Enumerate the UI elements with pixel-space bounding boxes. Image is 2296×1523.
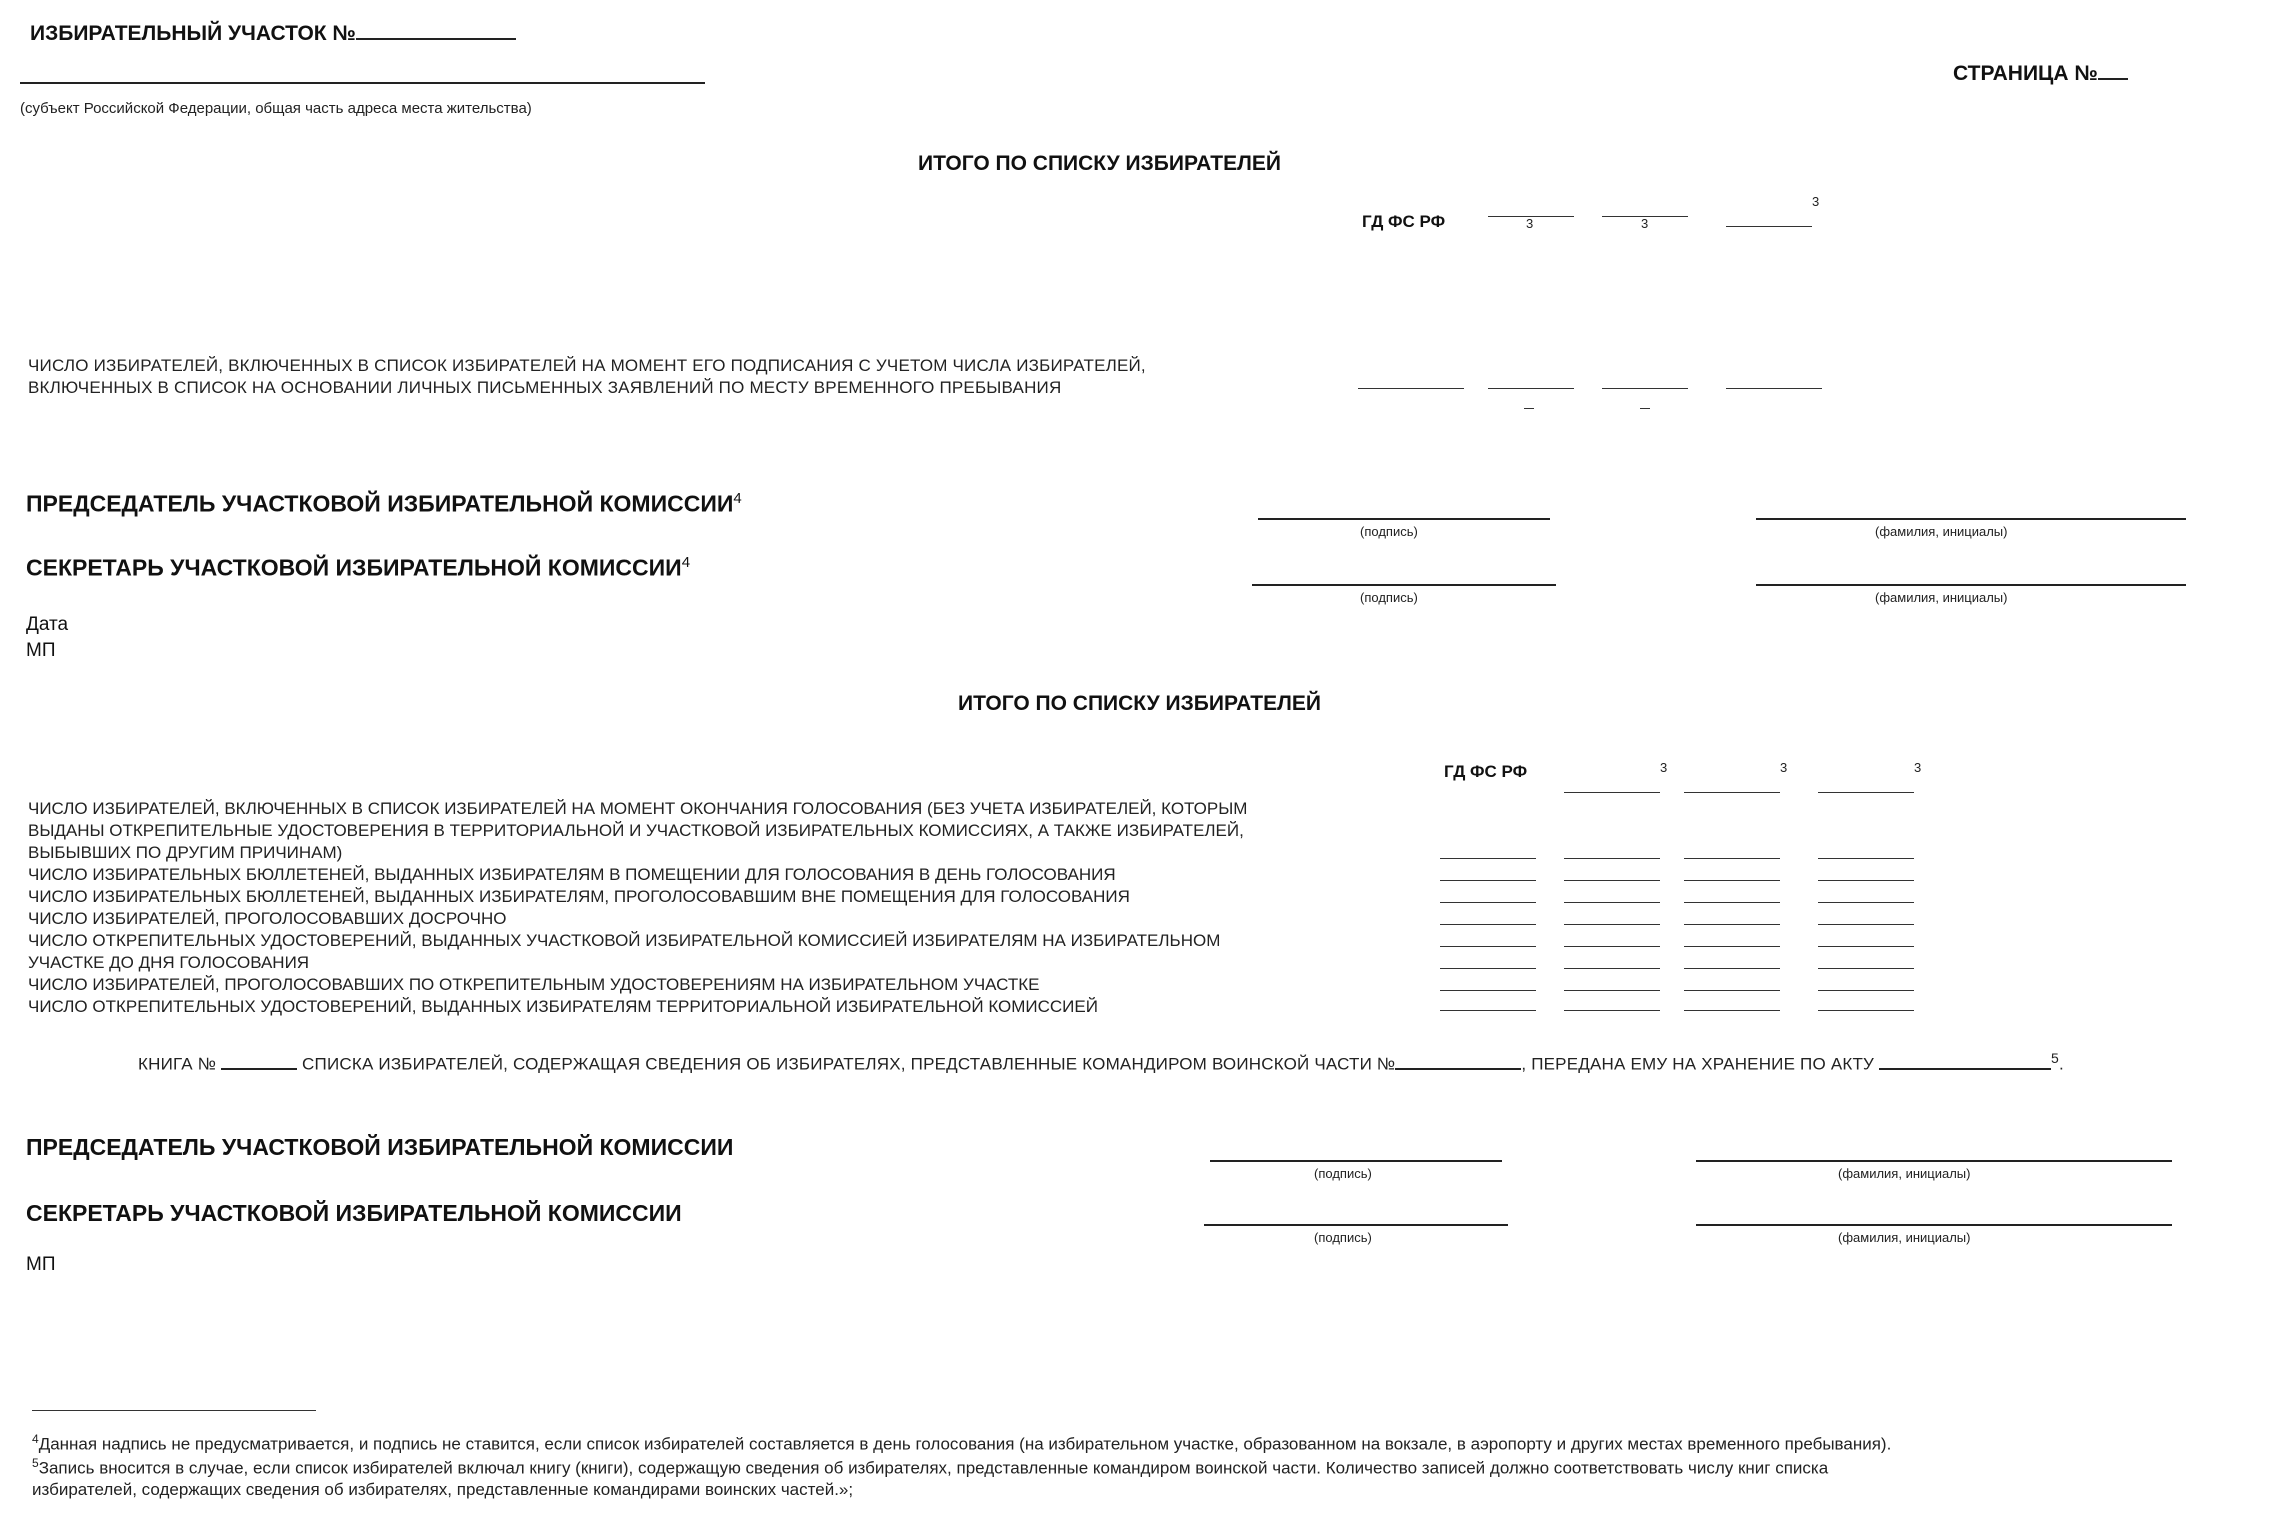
section1-row-text-1: ЧИСЛО ИЗБИРАТЕЛЕЙ, ВКЛЮЧЕННЫХ В СПИСОК ИЗБИРАТЕЛЕЙ НА МОМЕНТ ЕГО ПОДПИСАНИЯ С УЧЕТОМ ЧИСЛА ИЗБИРАТЕЛЕЙ,	[28, 356, 1146, 375]
chairman-name-line-1[interactable]	[1756, 518, 2186, 520]
address-caption: (субъект Российской Федерации, общая часть адреса места жительства)	[20, 100, 532, 117]
section1-dash-2	[1640, 408, 1650, 409]
section2-value-field-r0-c1[interactable]	[1564, 858, 1660, 859]
section1-footnote-mark-3: 3	[1812, 194, 1820, 209]
section1-value-field-4[interactable]	[1726, 388, 1822, 389]
section2-value-field-r3-c2[interactable]	[1684, 924, 1780, 925]
section1-dash-1	[1524, 408, 1534, 409]
chairman-footnote-mark: 4	[733, 490, 742, 507]
secretary-name-line-2[interactable]	[1696, 1224, 2172, 1226]
section2-value-field-r0-c0[interactable]	[1440, 858, 1536, 859]
section2-value-field-r7-c2[interactable]	[1684, 1010, 1780, 1011]
stamp-label-2: МП	[26, 1254, 56, 1275]
footnote-5-mark: 5	[32, 1456, 39, 1470]
section2-row-8: ЧИСЛО ИЗБИРАТЕЛЕЙ, ПРОГОЛОСОВАВШИХ ПО ОТКРЕПИТЕЛЬНЫМ УДОСТОВЕРЕНИЯМ НА ИЗБИРАТЕЛЬНОМ УЧАСТКЕ	[28, 975, 1040, 994]
chairman-name-caption-1: (фамилия, инициалы)	[1875, 524, 2008, 539]
section2-value-field-r1-c1[interactable]	[1564, 880, 1660, 881]
section1-footnote-mark-2: 3	[1641, 216, 1649, 231]
section2-value-field-r1-c2[interactable]	[1684, 880, 1780, 881]
stamp-label-1: МП	[26, 640, 56, 661]
footnote-4	[32, 1432, 1891, 1455]
section2-value-field-r5-c0[interactable]	[1440, 968, 1536, 969]
book-part-3: , ПЕРЕДАНА ЕМУ НА ХРАНЕНИЕ ПО АКТУ	[1521, 1054, 1875, 1074]
section2-value-field-r2-c0[interactable]	[1440, 902, 1536, 903]
chairman-signature-line-2[interactable]	[1210, 1160, 1502, 1162]
page-number-heading	[1953, 62, 2128, 86]
chairman-name-line-2[interactable]	[1696, 1160, 2172, 1162]
book-statement	[138, 1050, 2064, 1075]
section2-value-field-r4-c3[interactable]	[1818, 946, 1914, 947]
book-number-field[interactable]	[221, 1068, 297, 1070]
section2-value-field-r0-c2[interactable]	[1684, 858, 1780, 859]
book-footnote-mark: 5	[2051, 1050, 2059, 1066]
chairman-name-caption-2: (фамилия, инициалы)	[1838, 1166, 1971, 1181]
section1-title: ИТОГО ПО СПИСКУ ИЗБИРАТЕЛЕЙ	[918, 152, 1281, 175]
secretary-text-1: СЕКРЕТАРЬ УЧАСТКОВОЙ ИЗБИРАТЕЛЬНОЙ КОМИССИИ	[26, 554, 682, 581]
section2-value-field-r7-c3[interactable]	[1818, 1010, 1914, 1011]
section2-column-line-2	[1684, 792, 1780, 793]
secretary-signature-caption-2: (подпись)	[1314, 1230, 1372, 1245]
secretary-signature-line-2[interactable]	[1204, 1224, 1508, 1226]
section2-row-0: ЧИСЛО ИЗБИРАТЕЛЕЙ, ВКЛЮЧЕННЫХ В СПИСОК ИЗБИРАТЕЛЕЙ НА МОМЕНТ ОКОНЧАНИЯ ГОЛОСОВАНИЯ (БЕЗ УЧЕТА ИЗБИРАТЕЛЕЙ, КОТОРЫМ	[28, 799, 1248, 818]
book-part-2: СПИСКА ИЗБИРАТЕЛЕЙ, СОДЕРЖАЩАЯ СВЕДЕНИЯ ОБ ИЗБИРАТЕЛЯХ, ПРЕДСТАВЛЕННЫЕ КОМАНДИРОМ ВОИНСКОЙ ЧАСТИ №	[302, 1054, 1396, 1074]
chairman-text-1: ПРЕДСЕДАТЕЛЬ УЧАСТКОВОЙ ИЗБИРАТЕЛЬНОЙ КОМИССИИ	[26, 490, 734, 517]
section2-title: ИТОГО ПО СПИСКУ ИЗБИРАТЕЛЕЙ	[958, 692, 1321, 715]
section2-row-1: ВЫДАНЫ ОТКРЕПИТЕЛЬНЫЕ УДОСТОВЕРЕНИЯ В ТЕРРИТОРИАЛЬНОЙ И УЧАСТКОВОЙ ИЗБИРАТЕЛЬНЫХ КОМИССИЯХ, А ТАКЖЕ ИЗБИРАТЕЛЕЙ,	[28, 821, 1244, 840]
section2-value-field-r6-c3[interactable]	[1818, 990, 1914, 991]
secretary-label-2: СЕКРЕТАРЬ УЧАСТКОВОЙ ИЗБИРАТЕЛЬНОЙ КОМИССИИ	[26, 1200, 682, 1226]
section2-value-field-r5-c1[interactable]	[1564, 968, 1660, 969]
section2-value-field-r7-c0[interactable]	[1440, 1010, 1536, 1011]
section2-value-field-r0-c3[interactable]	[1818, 858, 1914, 859]
section2-value-field-r5-c2[interactable]	[1684, 968, 1780, 969]
precinct-label: ИЗБИРАТЕЛЬНЫЙ УЧАСТОК №	[30, 22, 356, 45]
precinct-number-field[interactable]	[356, 38, 516, 40]
secretary-name-caption-2: (фамилия, инициалы)	[1838, 1230, 1971, 1245]
book-part-1: КНИГА №	[138, 1054, 217, 1074]
military-unit-field[interactable]	[1395, 1068, 1521, 1070]
section2-row-5: ЧИСЛО ИЗБИРАТЕЛЕЙ, ПРОГОЛОСОВАВШИХ ДОСРОЧНО	[28, 909, 507, 928]
section2-value-field-r3-c3[interactable]	[1818, 924, 1914, 925]
section2-value-field-r4-c0[interactable]	[1440, 946, 1536, 947]
section2-footnote-mark-2: 3	[1780, 760, 1788, 775]
footnote-5-line-1	[32, 1456, 1828, 1479]
section2-value-field-r2-c3[interactable]	[1818, 902, 1914, 903]
secretary-signature-caption-1: (подпись)	[1360, 590, 1418, 605]
footnote-separator	[32, 1410, 316, 1411]
section1-value-field-3[interactable]	[1602, 388, 1688, 389]
footnote-5-text-1: Запись вносится в случае, если список избирателей включал книгу (книги), содержащую сведения об избирателях, представленные командиром воинской части. Количество записей должно соответствовать числу книг списка	[38, 1458, 1829, 1478]
section1-value-field-1[interactable]	[1358, 388, 1464, 389]
section2-row-2: ВЫБЫВШИХ ПО ДРУГИМ ПРИЧИНАМ)	[28, 843, 343, 862]
secretary-label-1	[26, 554, 690, 582]
section2-row-7: УЧАСТКЕ ДО ДНЯ ГОЛОСОВАНИЯ	[28, 953, 310, 972]
section2-value-field-r6-c2[interactable]	[1684, 990, 1780, 991]
chairman-label-1	[26, 490, 742, 518]
section2-value-field-r4-c2[interactable]	[1684, 946, 1780, 947]
section1-column-line-3	[1726, 226, 1812, 227]
section2-value-field-r7-c1[interactable]	[1564, 1010, 1660, 1011]
section2-value-field-r3-c0[interactable]	[1440, 924, 1536, 925]
secretary-signature-line-1[interactable]	[1252, 584, 1556, 586]
section2-column-line-3	[1818, 792, 1914, 793]
section2-value-field-r5-c3[interactable]	[1818, 968, 1914, 969]
section2-value-field-r2-c1[interactable]	[1564, 902, 1660, 903]
section2-column-label: ГД ФС РФ	[1444, 762, 1528, 781]
section2-row-4: ЧИСЛО ИЗБИРАТЕЛЬНЫХ БЮЛЛЕТЕНЕЙ, ВЫДАННЫХ ИЗБИРАТЕЛЯМ, ПРОГОЛОСОВАВШИМ ВНЕ ПОМЕЩЕНИЯ ДЛЯ ГОЛОСОВАНИЯ	[28, 887, 1130, 906]
section2-footnote-mark-3: 3	[1914, 760, 1922, 775]
footnote-4-text: Данная надпись не предусматривается, и подпись не ставится, если список избирателей составляется в день голосования (на избирательном участке, образованном на вокзале, в аэропорту и других местах временного пребывания).	[38, 1434, 1892, 1454]
page-number-field[interactable]	[2098, 78, 2128, 80]
section2-row-6: ЧИСЛО ОТКРЕПИТЕЛЬНЫХ УДОСТОВЕРЕНИЙ, ВЫДАННЫХ УЧАСТКОВОЙ ИЗБИРАТЕЛЬНОЙ КОМИССИЕЙ ИЗБИРАТЕЛЯМ НА ИЗБИРАТЕЛЬНОМ	[28, 931, 1221, 950]
section2-value-field-r3-c1[interactable]	[1564, 924, 1660, 925]
section2-row-3: ЧИСЛО ИЗБИРАТЕЛЬНЫХ БЮЛЛЕТЕНЕЙ, ВЫДАННЫХ ИЗБИРАТЕЛЯМ В ПОМЕЩЕНИИ ДЛЯ ГОЛОСОВАНИЯ В ДЕНЬ ГОЛОСОВАНИЯ	[28, 865, 1116, 884]
footnote-4-mark: 4	[32, 1432, 39, 1446]
footnote-5-line-2: избирателей, содержащих сведения об избирателях, представленные командирами воинских частей.»;	[32, 1480, 854, 1499]
section1-footnote-mark-1: 3	[1526, 216, 1534, 231]
section2-value-field-r6-c1[interactable]	[1564, 990, 1660, 991]
chairman-signature-caption-2: (подпись)	[1314, 1166, 1372, 1181]
section1-row-text-2: ВКЛЮЧЕННЫХ В СПИСОК НА ОСНОВАНИИ ЛИЧНЫХ ПИСЬМЕННЫХ ЗАЯВЛЕНИЙ ПО МЕСТУ ВРЕМЕННОГО ПРЕБЫВАНИЯ	[28, 378, 1062, 397]
chairman-label-2: ПРЕДСЕДАТЕЛЬ УЧАСТКОВОЙ ИЗБИРАТЕЛЬНОЙ КОМИССИИ	[26, 1134, 734, 1160]
secretary-footnote-mark: 4	[681, 554, 691, 571]
section2-row-9: ЧИСЛО ОТКРЕПИТЕЛЬНЫХ УДОСТОВЕРЕНИЙ, ВЫДАННЫХ ИЗБИРАТЕЛЯМ ТЕРРИТОРИАЛЬНОЙ ИЗБИРАТЕЛЬНОЙ КОМИССИЕЙ	[28, 997, 1098, 1016]
section2-value-field-r2-c2[interactable]	[1684, 902, 1780, 903]
section2-footnote-mark-1: 3	[1660, 760, 1668, 775]
secretary-name-caption-1: (фамилия, инициалы)	[1875, 590, 2008, 605]
book-end: .	[2059, 1054, 2064, 1074]
page-label: СТРАНИЦА №	[1953, 62, 2098, 85]
address-line[interactable]	[20, 82, 705, 84]
secretary-name-line-1[interactable]	[1756, 584, 2186, 586]
section1-value-field-2[interactable]	[1488, 388, 1574, 389]
precinct-heading	[30, 22, 516, 46]
act-number-field[interactable]	[1879, 1068, 2051, 1070]
date-label: Дата	[26, 614, 69, 635]
section2-value-field-r1-c3[interactable]	[1818, 880, 1914, 881]
chairman-signature-line-1[interactable]	[1258, 518, 1550, 520]
section2-value-field-r1-c0[interactable]	[1440, 880, 1536, 881]
section2-value-field-r6-c0[interactable]	[1440, 990, 1536, 991]
section2-column-line-1	[1564, 792, 1660, 793]
chairman-signature-caption-1: (подпись)	[1360, 524, 1418, 539]
section2-value-field-r4-c1[interactable]	[1564, 946, 1660, 947]
section1-column-label: ГД ФС РФ	[1362, 212, 1446, 231]
